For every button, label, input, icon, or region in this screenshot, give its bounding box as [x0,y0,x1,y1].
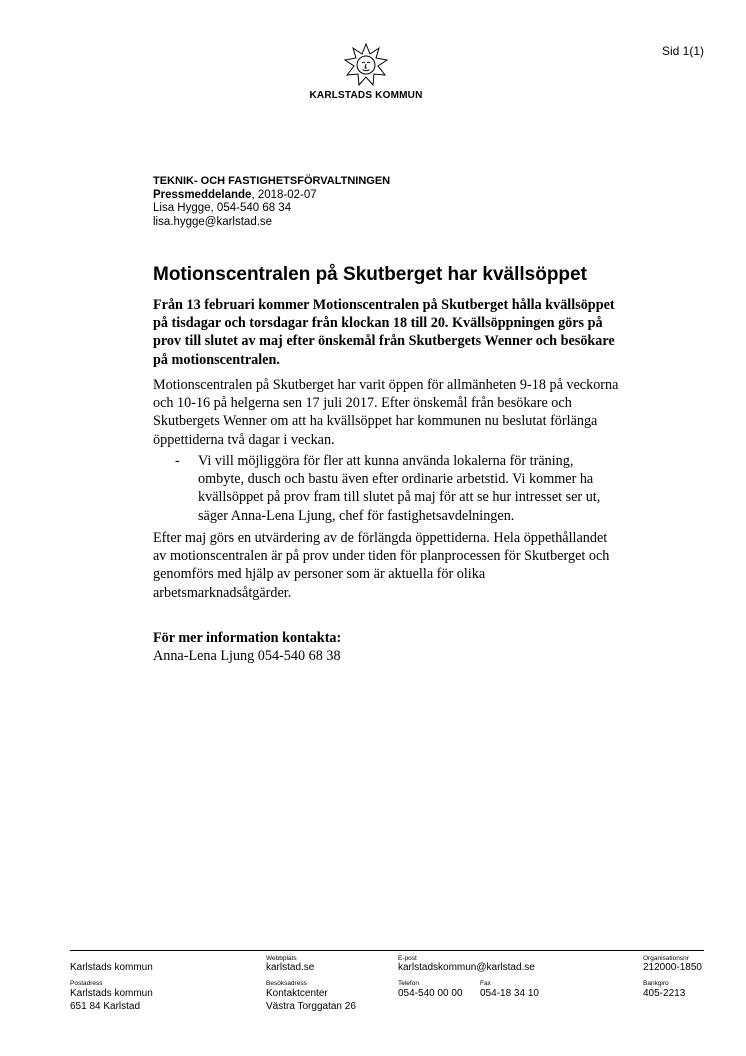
footer-webbplats-label: Webbplats [266,955,297,962]
footer-divider [70,950,704,951]
footer-telefon: 054-540 00 00 [398,988,463,999]
footer-epost: karlstadskommun@karlstad.se [398,962,535,973]
footer-postadress-1: Karlstads kommun [70,988,153,999]
footer-postadress-2: 651 84 Karlstad [70,1001,141,1012]
contact-heading: För mer information kontakta: [153,630,342,646]
footer-fax: 054-18 34 10 [480,988,539,999]
sender-block [153,175,390,229]
logo [300,42,432,101]
footer-bankgiro: 405-2213 [643,988,686,999]
footer-webbplats: karlstad.se [266,962,315,973]
doc-type: Pressmeddelande [153,188,252,201]
contact-person: Lisa Hygge, 054-540 68 34 [153,202,292,214]
footer-org: Karlstads kommun [70,962,153,973]
press-release-title: Motionscentralen på Skutberget har kvällsöppet [153,264,587,285]
body-paragraph-2: Efter maj görs en utvärdering av de förlängda öppettiderna. Hela öppethållandet av motionscentralen är på prov under tiden för planprocessen för Skutberget och genomförs med hjälp av personer som är aktuella för olika arbetsmarknadsåtgärder. [153,530,610,601]
contact-email: lisa.hygge@karlstad.se [153,215,273,228]
footer-bankgiro-label: Bankgiro [643,980,669,987]
doc-type-line [153,189,390,203]
org-logo-text: KARLSTADS KOMMUN [309,90,423,101]
footer-orgnr: 212000-1850 [643,962,702,973]
footer-orgnr-label: Organisationsnr [643,955,689,962]
footer-fax-label: Fax [480,980,491,987]
footer-telefon-label: Telefon [398,980,419,987]
quote-dash: - [175,453,180,469]
page-number: Sid 1(1) [661,44,704,58]
contact-line: Anna-Lena Ljung 054-540 68 38 [153,648,341,665]
footer-epost-label: E-post [398,955,417,962]
lead-paragraph: Från 13 februari kommer Motionscentralen på Skutberget hålla kvällsöppet på tisdagar och torsdagar från klockan 18 till 20. Kvällsöppningen görs på prov till slutet av maj efter önskemål från Skutbergets Wenner och besökare på motionscentralen. [153,297,615,368]
footer-postadress-label: Postadress [70,980,103,987]
contact-section [153,629,341,665]
footer-besoksadress-label: Besöksadress [266,980,307,987]
footer-besoksadress-2: Västra Torggatan 26 [266,1001,356,1012]
footer-besoksadress-1: Kontaktcenter [266,988,328,999]
doc-date: , 2018-02-07 [251,188,317,201]
quote-text: Vi vill möjliggöra för fler att kunna använda lokalerna för träning, ombyte, dusch och bastu även efter ordinarie arbetstid. Vi kommer ha kvällsöppet på prov fram till slutet på maj för att se hur intresset ser ut, säger Anna-Lena Ljung, chef för fastighetsavdelningen. [198,453,601,524]
body-paragraph-1: Motionscentralen på Skutberget har varit öppen för allmänheten 9-18 på veckorna och 10-16 på helgerna sen 17 juli 2017. Efter önskemål från besökare och Skutbergets Wenner om att ha kvällsöppet har kommunen nu beslutat förlänga öppettiderna två dagar i veckan. [153,377,619,448]
department-name: TEKNIK- OCH FASTIGHETSFÖRVALTNINGEN [153,175,391,187]
sun-face-logo-icon [343,42,389,88]
quote-paragraph [153,452,623,525]
